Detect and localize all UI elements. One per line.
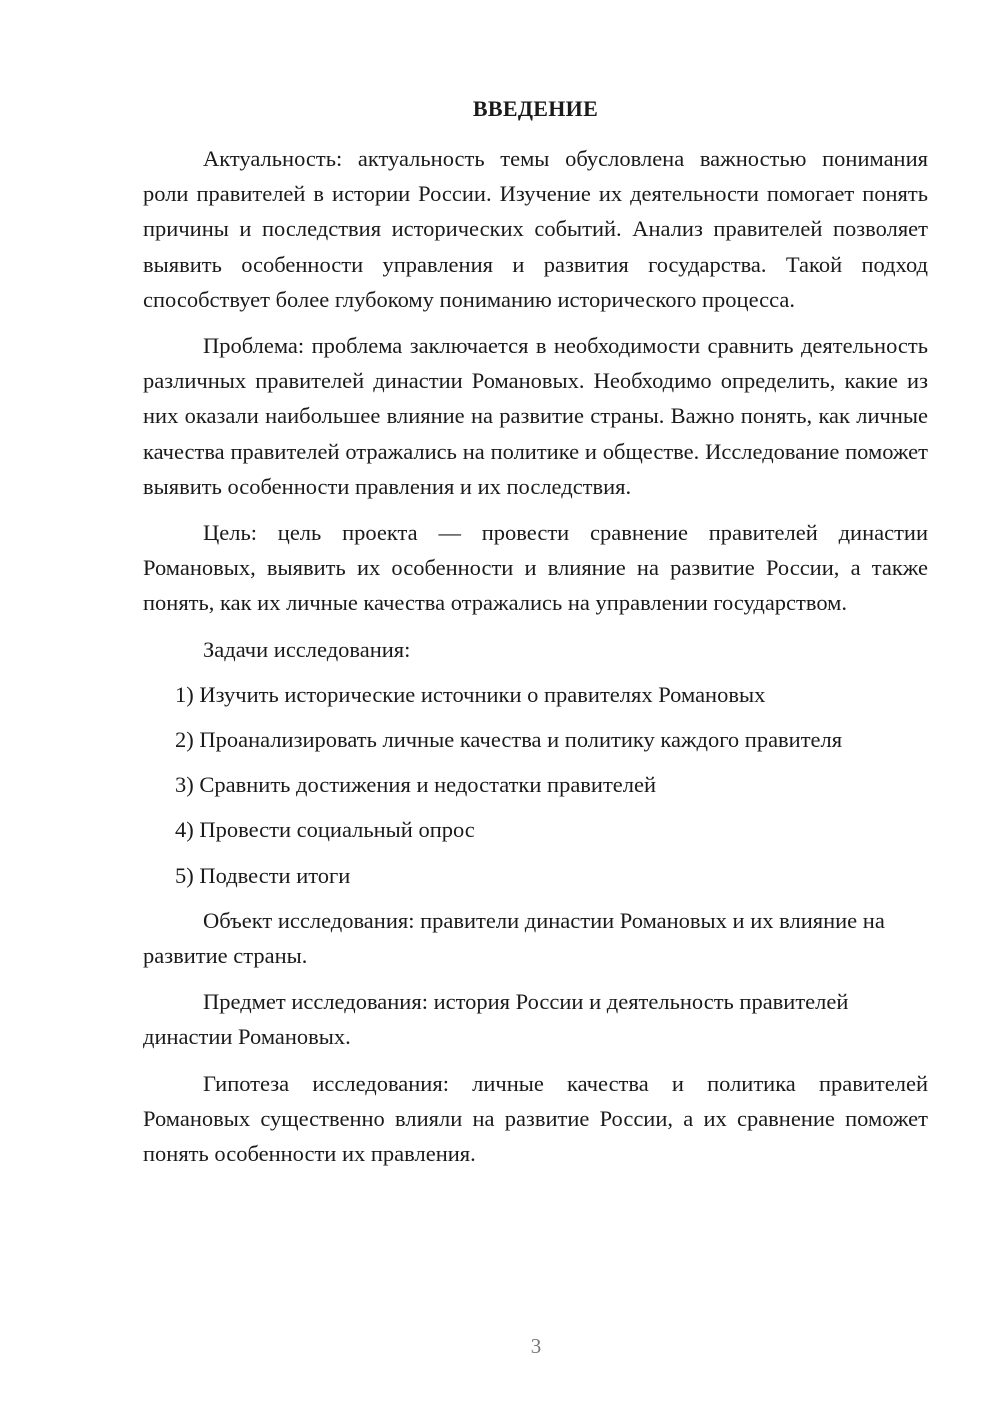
page-title: ВВЕДЕНИЕ <box>472 96 599 121</box>
problem-paragraph: Проблема: проблема заключается в необходимости сравнить деятельность различных правителей династии Романовых. Необходимо определить, какие из них оказали наибольшее влияние на развитие страны. Важно понять, как личные качества правителей отражались на политике и обществе. Исследование поможет выявить особенности правления и их последствия. <box>143 333 928 499</box>
goal-paragraph: Цель: цель проекта — провести сравнение правителей династии Романовых, выявить их особенности и влияние на развитие России, а также понять, как их личные качества отражались на управлении государством. <box>143 520 928 616</box>
list-item: 3) Сравнить достижения и недостатки правителей <box>175 772 657 798</box>
list-item: 1) Изучить исторические источники о правителях Романовых <box>175 681 766 707</box>
document-body <box>143 141 928 1182</box>
object-paragraph: Объект исследования: правители династии Романовых и их влияние на развитие страны. <box>143 907 885 969</box>
list-item: 5) Подвести итоги <box>175 862 351 888</box>
tasks-heading: Задачи исследования: <box>203 636 411 662</box>
page-number: 3 <box>530 1334 542 1358</box>
tasks-list <box>143 677 928 893</box>
hypothesis-paragraph: Гипотеза исследования: личные качества и политика правителей Романовых существенно влияли на развитие России, а их сравнение поможет понять особенности их правления. <box>143 1070 928 1167</box>
relevance-paragraph: Актуальность: актуальность темы обусловлена важностью понимания роли правителей в истории России. Изучение их деятельности помогает понять причины и последствия исторических событий. Анализ правителей позволяет выявить особенности управления и развития государства. Такой подход способствует более глубокому пониманию исторического процесса. <box>143 146 928 312</box>
list-item: 4) Провести социальный опрос <box>175 817 475 843</box>
list-item: 2) Проанализировать личные качества и политику каждого правителя <box>175 727 843 753</box>
subject-paragraph: Предмет исследования: история России и деятельность правителей династии Романовых. <box>143 989 849 1050</box>
